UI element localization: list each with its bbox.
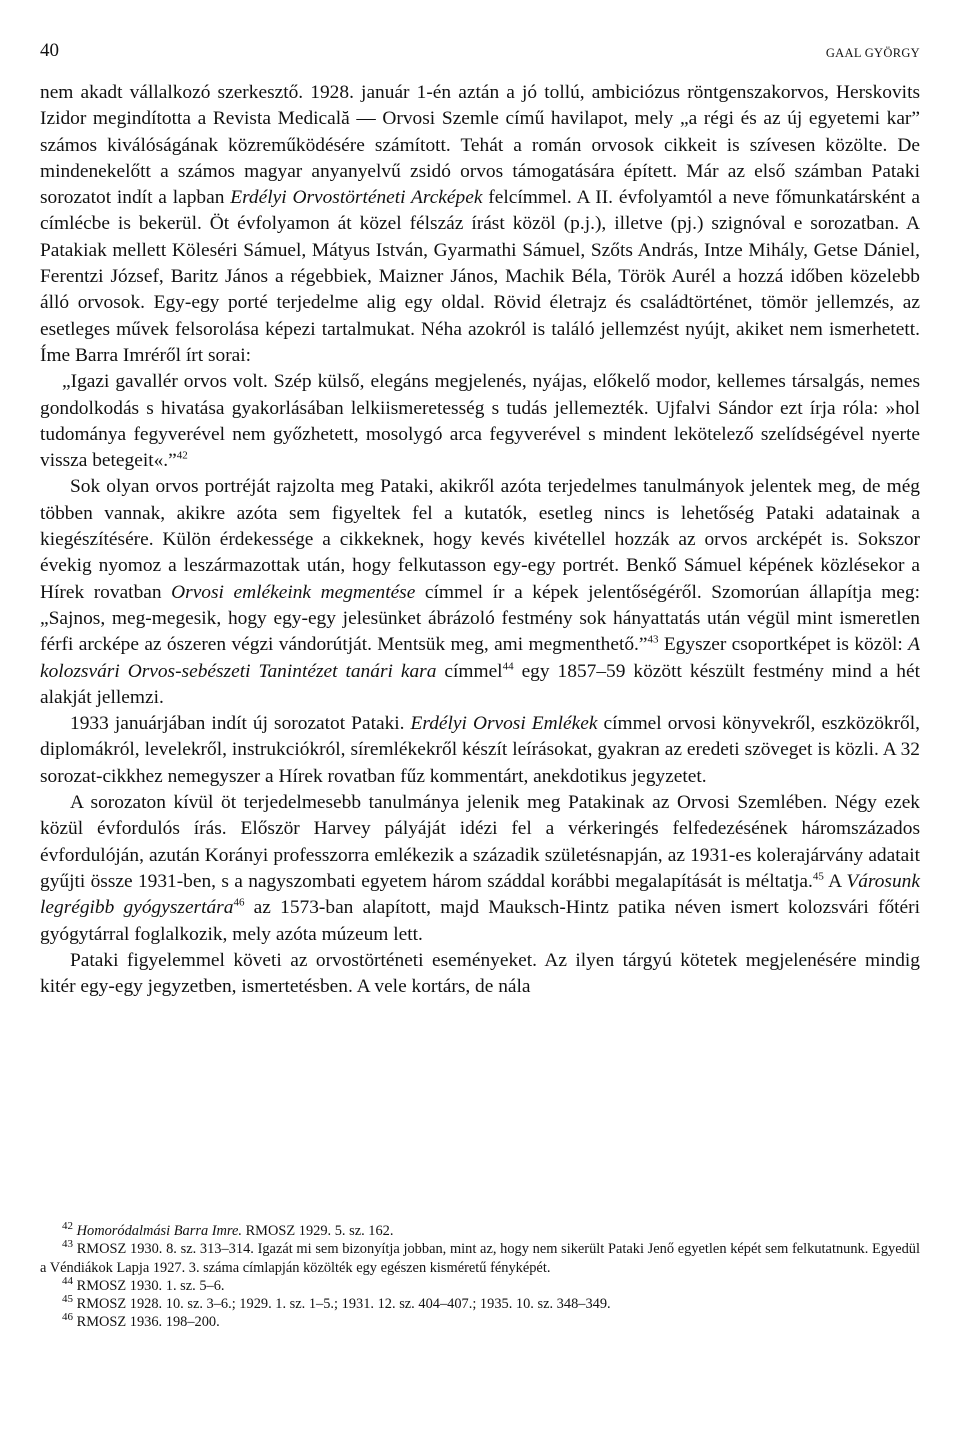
document-page xyxy=(40,40,920,1000)
footnote-ref-44: 44 xyxy=(502,660,514,673)
paragraph-1: nem akadt vállalkozó szerkesztő. 1928. január 1-én aztán a jó tollú, ambiciózus röntgenszakorvos, Herskovits Izidor megindította a Revista Medicală — Orvosi Szemle című havilapot, mely „a régi és az új egyetemi kar” számos kiválóságának közreműködésére számított. Tehát a román orvosok cikkeit is szívesen közölte. De mindenekelőtt a számos magyar anyanyelvű zsidó orvos támogatására épített. Már az első számban Pataki sorozatot indít a lapban Erdélyi Orvostörténeti Arcképek felcímmel. A II. évfolyamtól a neve főmunkatársként a címlécbe is bekerül. Öt évfolyamon át közel félszáz írást közöl (p.j.), illetve (pj.) szignóval e sorozatban. A Patakiak mellett Köleséri Sámuel, Mátyus István, Gyarmathi Sámuel, Szőts András, Intze Mihály, Getse Dániel, Ferentzi József, Baritz János a régebbiek, Maizner János, Machik Béla, Török Aurél a hozzá időben közelebb álló orvosok. Egy-egy porté terjedelme alig egy oldal. Rövid életrajz és családtörténet, tömör jellemzés, az esetleges művek felsorolása képezi tartalmukat. Néha azokról is találó jellemzést nyújt, akiket nem ismerhetett. Íme Barra Imréről írt sorai: xyxy=(40,82,920,366)
footnote-46: $^{46}$ RMOSZ 1936. 198–200. xyxy=(62,1311,220,1331)
series-title: Erdélyi Orvostörténeti Arcképek xyxy=(230,187,483,209)
body-text xyxy=(40,80,920,1000)
footnote-ref-45: 45 xyxy=(812,870,824,883)
pharmacy-article-title: Városunk legrégibb gyógyszertára xyxy=(40,870,920,919)
quotation-paragraph: „Igazi gavallér orvos volt. Szép külső, elegáns megjelenés, nyájas, előkelő modor, kellemes társalgás, nemes gondolkodás s hivatása gyakorlásában lelkiismeretesség s tudás jellemezték. Ujfalvi Sándor ezt írja róla: »hol tudománya fegyverével nem győzhetett, mosolygó arca fegyverével s mindent lekötelező szelídségével nyerte vissza betegeit«.”$^{42}$ xyxy=(40,371,920,472)
paragraph-3: Sok olyan orvos portréját rajzolta meg Pataki, akikről azóta terjedelmes tanulmányok jelentek meg, de még többen vannak, akikre azóta sem figyeltek fel a kutatók, esetleg nincs is lehetőség Pataki adatainak a kiegészítésére. Külön érdekessége a cikkeknek, hogy kevés kivétellel hozzák az orvos arcképét is. Sokszor évekig nyomoz a leszármazottak után, hogy felkutasson egy-egy portrét. Benkő Sámuel képének közlésekor a Hírek rovatban Orvosi emlékeink megmentése címmel ír a képek jelentőségéről. Szomorúan állapítja meg: „Sajnos, meg-megesik, hogy egy-egy jelesünket ábrázoló festmény sok hányattatás után végül mint ismeretlen férfi arcképe az ószeren végzi vándorútját. Mentsük meg, ami megmenthető.”$^{43}$ Egyszer csoportképet is közöl: A kolozsvári Orvos-sebészeti Tanintézet tanári kara címmel$^{44}$ egy 1857–59 között készült festmény mind a hét alakját jellemzi. xyxy=(40,476,920,708)
footnote-ref-43: 43 xyxy=(647,633,659,646)
paragraph-5: A sorozaton kívül öt terjedelmesebb tanulmánya jelenik meg Patakinak az Orvosi Szemlében. Négy ezek közül évfordulós írás. Először Harvey pályáját idézi fel a vérkeringés felfedezésének háromszázados évfordulóján, azután Korányi professzorra emlékezik a századik születésnapján, az 1931-es kolerajárvány adatait gyűjti össze 1931-ben, s a nagyszombati egyetem három száddal korábbi megalapítását is méltatja.$^{45}$ A Városunk legrégibb gyógyszertára$^{46}$ az 1573-ban alapított, majd Mauksch-Hintz patika néven ismert kolozsvári főtéri gyógytárral foglalkozik, mely azóta múzeum lett. xyxy=(40,792,921,945)
footnote-44: $^{44}$ RMOSZ 1930. 1. sz. 5–6. xyxy=(62,1275,225,1294)
page-number: 40 xyxy=(40,40,59,61)
footnote-45: $^{45}$ RMOSZ 1928. 10. sz. 3–6.; 1929. 1. sz. 1–5.; 1931. 12. sz. 404–407.; 1935. 10. sz. 348–349. xyxy=(62,1293,611,1313)
paragraph-4: 1933 januárjában indít új sorozatot Pataki. Erdélyi Orvosi Emlékek címmel orvosi könyvekről, eszközökről, diplomákról, levelekről, instrukciókról, síremlékekről készít leírásokat, gyakran az eredeti szöveget is közli. A 32 sorozat-cikkhez nemegyszer a Hírek rovatban fűz kommentárt, anekdotikus jegyzetet. xyxy=(40,713,920,787)
paragraph-6: Pataki figyelemmel követi az orvostörténeti eseményeket. Az ilyen tárgyú kötetek megjelenésére mindig kitér egy-egy jegyzetben, ismertetésben. A vele kortárs, de nála xyxy=(40,949,920,998)
footnote-43: $^{43}$ RMOSZ 1930. 8. sz. 313–314. Igazát mi sem bizonyítja jobban, mint az, hogy nem sikerült Pataki Jenő egyetlen képét sem felkutatnunk. Egyedül a Véndiákok Lapja 1927. 3. száma címlapján közölték egy egészen kisméretű fényképét. xyxy=(40,1238,920,1276)
footnotes xyxy=(40,1222,920,1332)
footnote-ref-46: 46 xyxy=(233,896,245,909)
group-portrait-title: A kolozsvári Orvos-sebészeti Tanintézet tanári kara xyxy=(40,634,920,682)
page-header xyxy=(40,40,920,80)
series-title-2: Erdélyi Orvosi Emlékek xyxy=(410,713,598,735)
article-title: Orvosi emlékeink megmentése xyxy=(171,581,416,603)
running-head-author: GAAL GYÖRGY xyxy=(825,46,920,60)
footnote-42: $^{42}$ Homoródalmási Barra Imre. RMOSZ 1929. 5. sz. 162. xyxy=(62,1220,394,1239)
footnote-ref-42: 42 xyxy=(176,449,188,462)
